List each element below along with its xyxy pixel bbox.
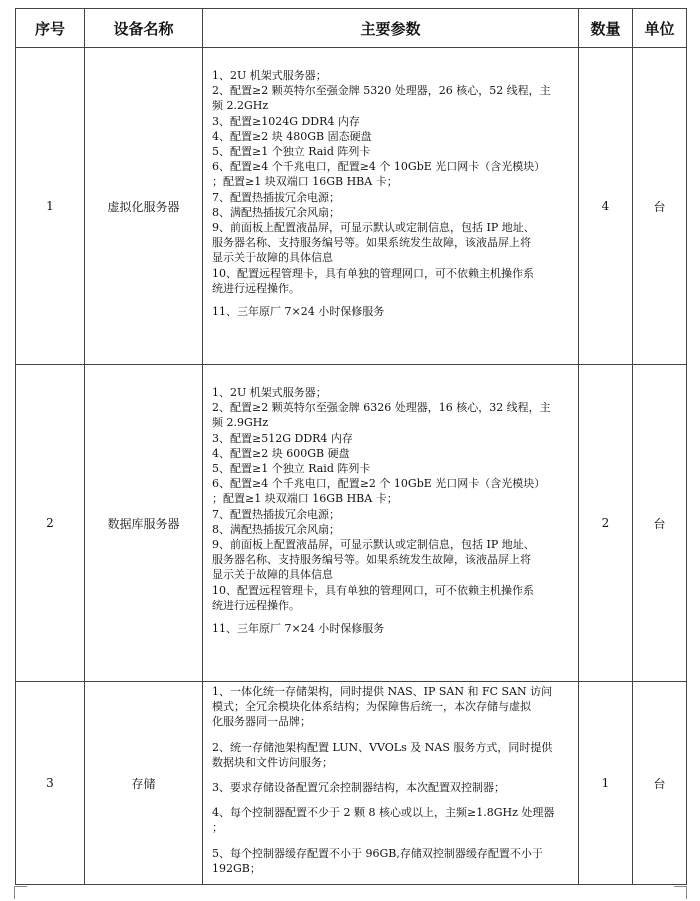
- header-index: 序号: [16, 9, 85, 48]
- table-row: [16, 365, 687, 682]
- param-line: 9、前面板上配置液晶屏，可显示默认或定制信息，包括 IP 地址、: [212, 538, 535, 552]
- row-device-name: 存储: [85, 682, 203, 885]
- table-header-row: [16, 9, 687, 48]
- row-params: [203, 365, 579, 682]
- param-line: 5、配置≥1 个独立 Raid 阵列卡: [212, 145, 371, 159]
- param-line: 10、配置远程管理卡，具有单独的管理网口，可不依赖主机操作系: [212, 583, 534, 597]
- row-index: 2: [16, 365, 85, 682]
- param-line: 2、配置≥2 颗英特尔至强金牌 6326 处理器，16 核心，32 线程，主: [212, 401, 551, 415]
- crop-mark-bottom-right: [674, 886, 687, 899]
- row-device-name: 虚拟化服务器: [85, 48, 203, 365]
- row-quantity: 4: [579, 48, 633, 365]
- param-line: 3、要求存储设备配置冗余控制器结构，本次配置双控制器；: [212, 781, 505, 795]
- param-line: 2、统一存储池架构配置 LUN、VVOLs 及 NAS 服务方式，同时提供: [212, 740, 553, 754]
- param-line: 服务器名称、支持服务编号等。如果系统发生故障，该液晶屏上将: [212, 236, 531, 250]
- param-line: 4、每个控制器配置不少于 2 颗 8 核心或以上，主频≥1.8GHz 处理器: [212, 806, 555, 820]
- param-line: 3、配置≥1024G DDR4 内存: [212, 114, 360, 128]
- param-line: 8、满配热插拔冗余风扇；: [212, 522, 340, 536]
- row-unit: 台: [633, 48, 687, 365]
- param-line: 频 2.2GHz: [212, 99, 269, 113]
- param-line: 4、配置≥2 块 600GB 硬盘: [212, 446, 350, 460]
- row-unit: 台: [633, 365, 687, 682]
- param-line: 频 2.9GHz: [212, 416, 269, 430]
- param-line: 1、2U 机架式服务器；: [212, 386, 327, 399]
- row-params: [203, 48, 579, 365]
- param-line: 9、前面板上配置液晶屏，可显示默认或定制信息，包括 IP 地址、: [212, 221, 535, 235]
- param-line: 1、2U 机架式服务器；: [212, 69, 327, 82]
- param-line: 6、配置≥4 个千兆电口，配置≥2 个 10GbE 光口网卡（含光模块）: [212, 477, 546, 491]
- param-line: 1、一体化统一存储架构，同时提供 NAS、IP SAN 和 FC SAN 访问: [212, 685, 553, 698]
- row-params: [203, 682, 579, 885]
- table-row: [16, 48, 687, 365]
- param-line: 统进行远程操作。: [212, 598, 300, 612]
- header-main-params: 主要参数: [203, 9, 579, 48]
- param-line: ；: [212, 821, 223, 835]
- param-line: 5、配置≥1 个独立 Raid 阵列卡: [212, 462, 371, 476]
- param-line: 6、配置≥4 个千兆电口，配置≥4 个 10GbE 光口网卡（含光模块）: [212, 160, 546, 174]
- row-unit: 台: [633, 682, 687, 885]
- param-line: 7、配置热插拔冗余电源；: [212, 190, 340, 204]
- param-line: 统进行远程操作。: [212, 281, 300, 295]
- param-line: 11、三年原厂 7×24 小时保修服务: [212, 305, 385, 319]
- param-line: 5、每个控制器缓存配置不小于 96GB,存储双控制器缓存配置不小于: [212, 846, 543, 860]
- param-line: 数据块和文件访问服务；: [212, 755, 333, 769]
- param-line: 7、配置热插拔冗余电源；: [212, 507, 340, 521]
- param-line: 显示关于故障的具体信息: [212, 568, 333, 582]
- param-line: 模式；全冗余模块化体系结构；为保障售后统一，本次存储与虚拟: [212, 700, 531, 714]
- table-row: [16, 682, 687, 885]
- param-line: ；配置≥1 块双端口 16GB HBA 卡；: [212, 175, 398, 189]
- param-line: 192GB；: [212, 861, 261, 875]
- param-line: ；配置≥1 块双端口 16GB HBA 卡；: [212, 492, 398, 506]
- param-line: 2、配置≥2 颗英特尔至强金牌 5320 处理器，26 核心，52 线程，主: [212, 84, 551, 98]
- row-index: 3: [16, 682, 85, 885]
- row-index: 1: [16, 48, 85, 365]
- header-device-name: 设备名称: [85, 9, 203, 48]
- row-quantity: 1: [579, 682, 633, 885]
- row-quantity: 2: [579, 365, 633, 682]
- equipment-spec-table: [15, 8, 687, 885]
- header-unit: 单位: [633, 9, 687, 48]
- param-line: 11、三年原厂 7×24 小时保修服务: [212, 622, 385, 636]
- param-line: 4、配置≥2 块 480GB 固态硬盘: [212, 129, 372, 143]
- row-device-name: 数据库服务器: [85, 365, 203, 682]
- param-line: 化服务器同一品牌；: [212, 715, 311, 729]
- crop-mark-bottom-left: [14, 886, 27, 899]
- param-line: 3、配置≥512G DDR4 内存: [212, 431, 353, 445]
- header-quantity: 数量: [579, 9, 633, 48]
- param-line: 8、满配热插拔冗余风扇；: [212, 205, 340, 219]
- param-line: 10、配置远程管理卡，具有单独的管理网口，可不依赖主机操作系: [212, 266, 534, 280]
- param-line: 服务器名称、支持服务编号等。如果系统发生故障，该液晶屏上将: [212, 553, 531, 567]
- param-line: 显示关于故障的具体信息: [212, 251, 333, 265]
